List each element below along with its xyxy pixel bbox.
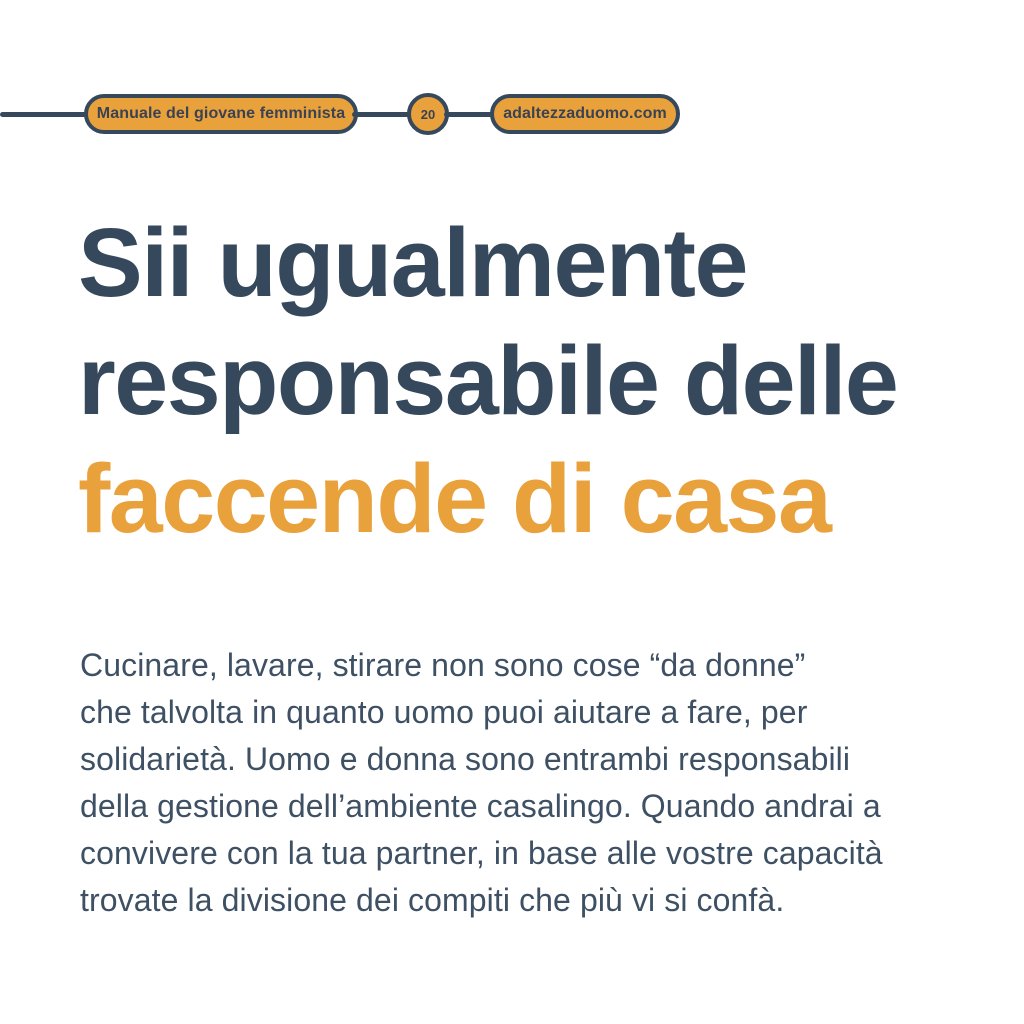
body-line: solidarietà. Uomo e donna sono entrambi responsabili [80,741,851,777]
body-line: della gestione dell’ambiente casalingo. Quando andrai a [80,788,881,824]
booklet-title-badge [84,94,358,134]
timeline-line-middle-2 [444,112,496,117]
page-title-line-1: Sii ugualmente [78,208,747,317]
body-line: Cucinare, lavare, stirare non sono cose “da donne” [80,647,806,683]
website-badge [490,94,680,134]
website-label: adaltezzaduomo.com [503,105,667,122]
page-number-badge [407,93,449,135]
body-line: che talvolta in quanto uomo puoi aiutare a fare, per [80,694,808,730]
timeline-line-middle-1 [352,112,412,117]
body-paragraph [80,642,883,924]
page-title [78,204,897,558]
header-timeline [0,94,1024,134]
page-number-label: 20 [420,106,436,122]
body-line: trovate la divisione dei compiti che più vi si confà. [80,882,785,918]
page-title-line-2: responsabile delle [78,326,898,435]
timeline-line-start [0,112,90,117]
page-title-line-3-accent: faccende di casa [78,444,831,553]
body-line: convivere con la tua partner, in base alle vostre capacità [80,835,883,871]
booklet-title-label: Manuale del giovane femminista [96,105,346,122]
